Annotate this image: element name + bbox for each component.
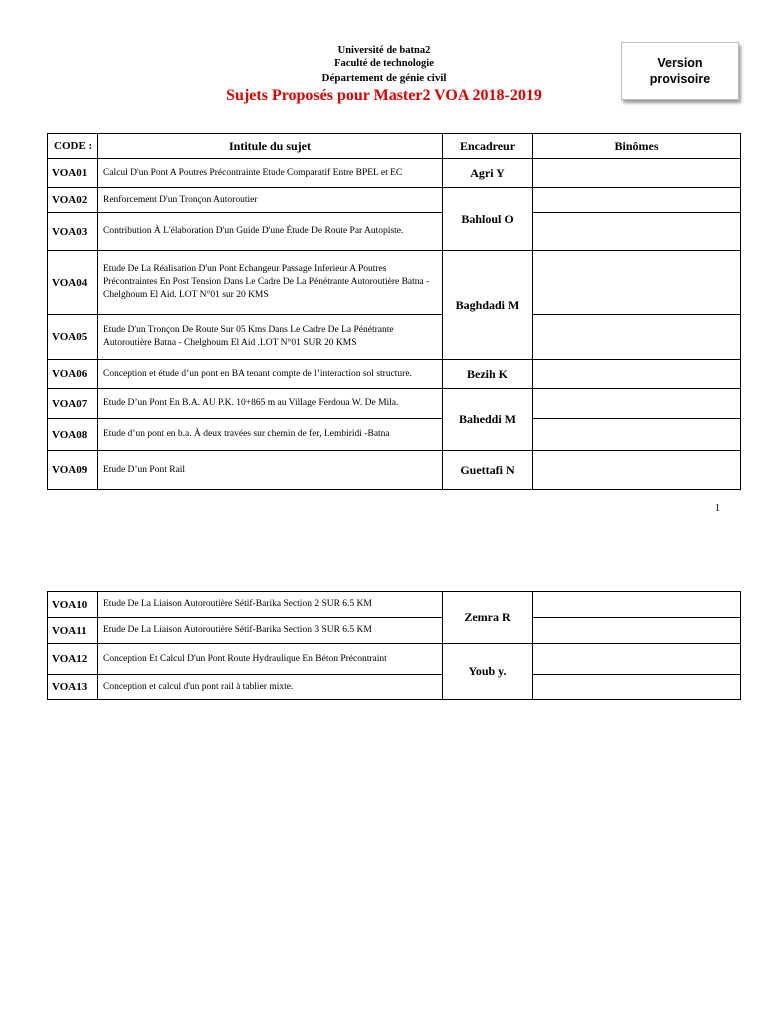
row-subject: Etude De La Liaison Autoroutière Sétif-Barika Section 2 SUR 6.5 KM	[98, 592, 443, 618]
row-pairs	[533, 592, 741, 618]
row-code: VOA13	[48, 675, 98, 700]
page-number: 1	[715, 503, 720, 514]
row-subject: Etude D'un Tronçon De Route Sur 05 Kms Dans Le Cadre De La Pénétrante Autoroutière Batna - Chelghoum El Aid .LOT N°01 SUR 20 KMS	[98, 315, 443, 360]
row-code: VOA06	[48, 360, 98, 389]
col-header-pairs: Binômes	[533, 134, 741, 159]
subjects-table-continued	[47, 591, 741, 700]
row-code: VOA03	[48, 213, 98, 251]
subjects-table	[47, 133, 741, 490]
row-supervisor: Zemra R	[443, 592, 533, 644]
table-row	[48, 451, 741, 490]
row-pairs	[533, 251, 741, 315]
table-row	[48, 644, 741, 675]
row-subject: Conception et étude d’un pont en BA tenant compte de l’interaction sol structure.	[98, 360, 443, 389]
row-pairs	[533, 389, 741, 419]
row-subject: Etude D’un Pont Rail	[98, 451, 443, 490]
row-supervisor: Baheddi M	[443, 389, 533, 451]
row-supervisor: Agri Y	[443, 159, 533, 188]
row-subject: Conception Et Calcul D'un Pont Route Hydraulique En Béton Précontraint	[98, 644, 443, 675]
col-header-supervisor: Encadreur	[443, 134, 533, 159]
row-subject: Renforcement D'un Tronçon Autoroutier	[98, 188, 443, 213]
row-pairs	[533, 360, 741, 389]
table-row	[48, 159, 741, 188]
row-code: VOA05	[48, 315, 98, 360]
row-subject: Contribution À L'élaboration D'un Guide D'une Étude De Route Par Autopiste.	[98, 213, 443, 251]
row-pairs	[533, 451, 741, 490]
col-header-subject: Intitule du sujet	[98, 134, 443, 159]
table-row	[48, 592, 741, 618]
table-row	[48, 251, 741, 315]
row-code: VOA11	[48, 618, 98, 644]
row-supervisor: Baghdadi M	[443, 251, 533, 360]
row-pairs	[533, 618, 741, 644]
row-pairs	[533, 644, 741, 675]
version-label: Version	[657, 56, 703, 70]
row-supervisor: Youb y.	[443, 644, 533, 700]
department-name: Département de génie civil	[321, 72, 447, 84]
table-header-row	[48, 134, 741, 159]
row-code: VOA10	[48, 592, 98, 618]
row-subject: Conception et calcul d'un pont rail à tablier mixte.	[98, 675, 443, 700]
row-pairs	[533, 419, 741, 451]
document-title: Sujets Proposés pour Master2 VOA 2018-2019	[226, 87, 542, 104]
table-row	[48, 618, 741, 644]
table-row	[48, 188, 741, 213]
university-name: Université de batna2	[337, 45, 431, 56]
row-pairs	[533, 188, 741, 213]
table-row	[48, 389, 741, 419]
table-row	[48, 213, 741, 251]
row-supervisor: Guettafi N	[443, 451, 533, 490]
row-pairs	[533, 159, 741, 188]
row-pairs	[533, 315, 741, 360]
table-row	[48, 315, 741, 360]
row-pairs	[533, 213, 741, 251]
row-supervisor: Bezih K	[443, 360, 533, 389]
version-box	[621, 42, 739, 100]
version-status: provisoire	[649, 72, 711, 86]
row-subject: Etude De La Réalisation D'un Pont Echangeur Passage Inferieur A Poutres Précontraintes En Post Tension Dans Le Cadre De La Pénétrante Autoroutière Batna - Chelghoum El Aid. LOT N°01 sur 20 KMS	[98, 251, 443, 315]
row-code: VOA02	[48, 188, 98, 213]
table-row	[48, 419, 741, 451]
faculty-name: Faculté de technologie	[334, 58, 434, 69]
row-pairs	[533, 675, 741, 700]
row-code: VOA01	[48, 159, 98, 188]
row-code: VOA04	[48, 251, 98, 315]
row-supervisor: Bahloul O	[443, 188, 533, 251]
row-code: VOA08	[48, 419, 98, 451]
row-subject: Etude De La Liaison Autoroutière Sétif-Barika Section 3 SUR 6.5 KM	[98, 618, 443, 644]
col-header-code: CODE :	[48, 134, 98, 159]
row-code: VOA12	[48, 644, 98, 675]
row-subject: Etude d’un pont en b.a. À deux travées sur chemin de fer, Lembiridi -Batna	[98, 419, 443, 451]
row-subject: Etude D’un Pont En B.A. AU P.K. 10+865 m au Village Ferdoua W. De Mila.	[98, 389, 443, 419]
table-row	[48, 675, 741, 700]
table-row	[48, 360, 741, 389]
row-code: VOA07	[48, 389, 98, 419]
row-code: VOA09	[48, 451, 98, 490]
row-subject: Calcul D'un Pont A Poutres Précontrainte Etude Comparatif Entre BPEL et EC	[98, 159, 443, 188]
